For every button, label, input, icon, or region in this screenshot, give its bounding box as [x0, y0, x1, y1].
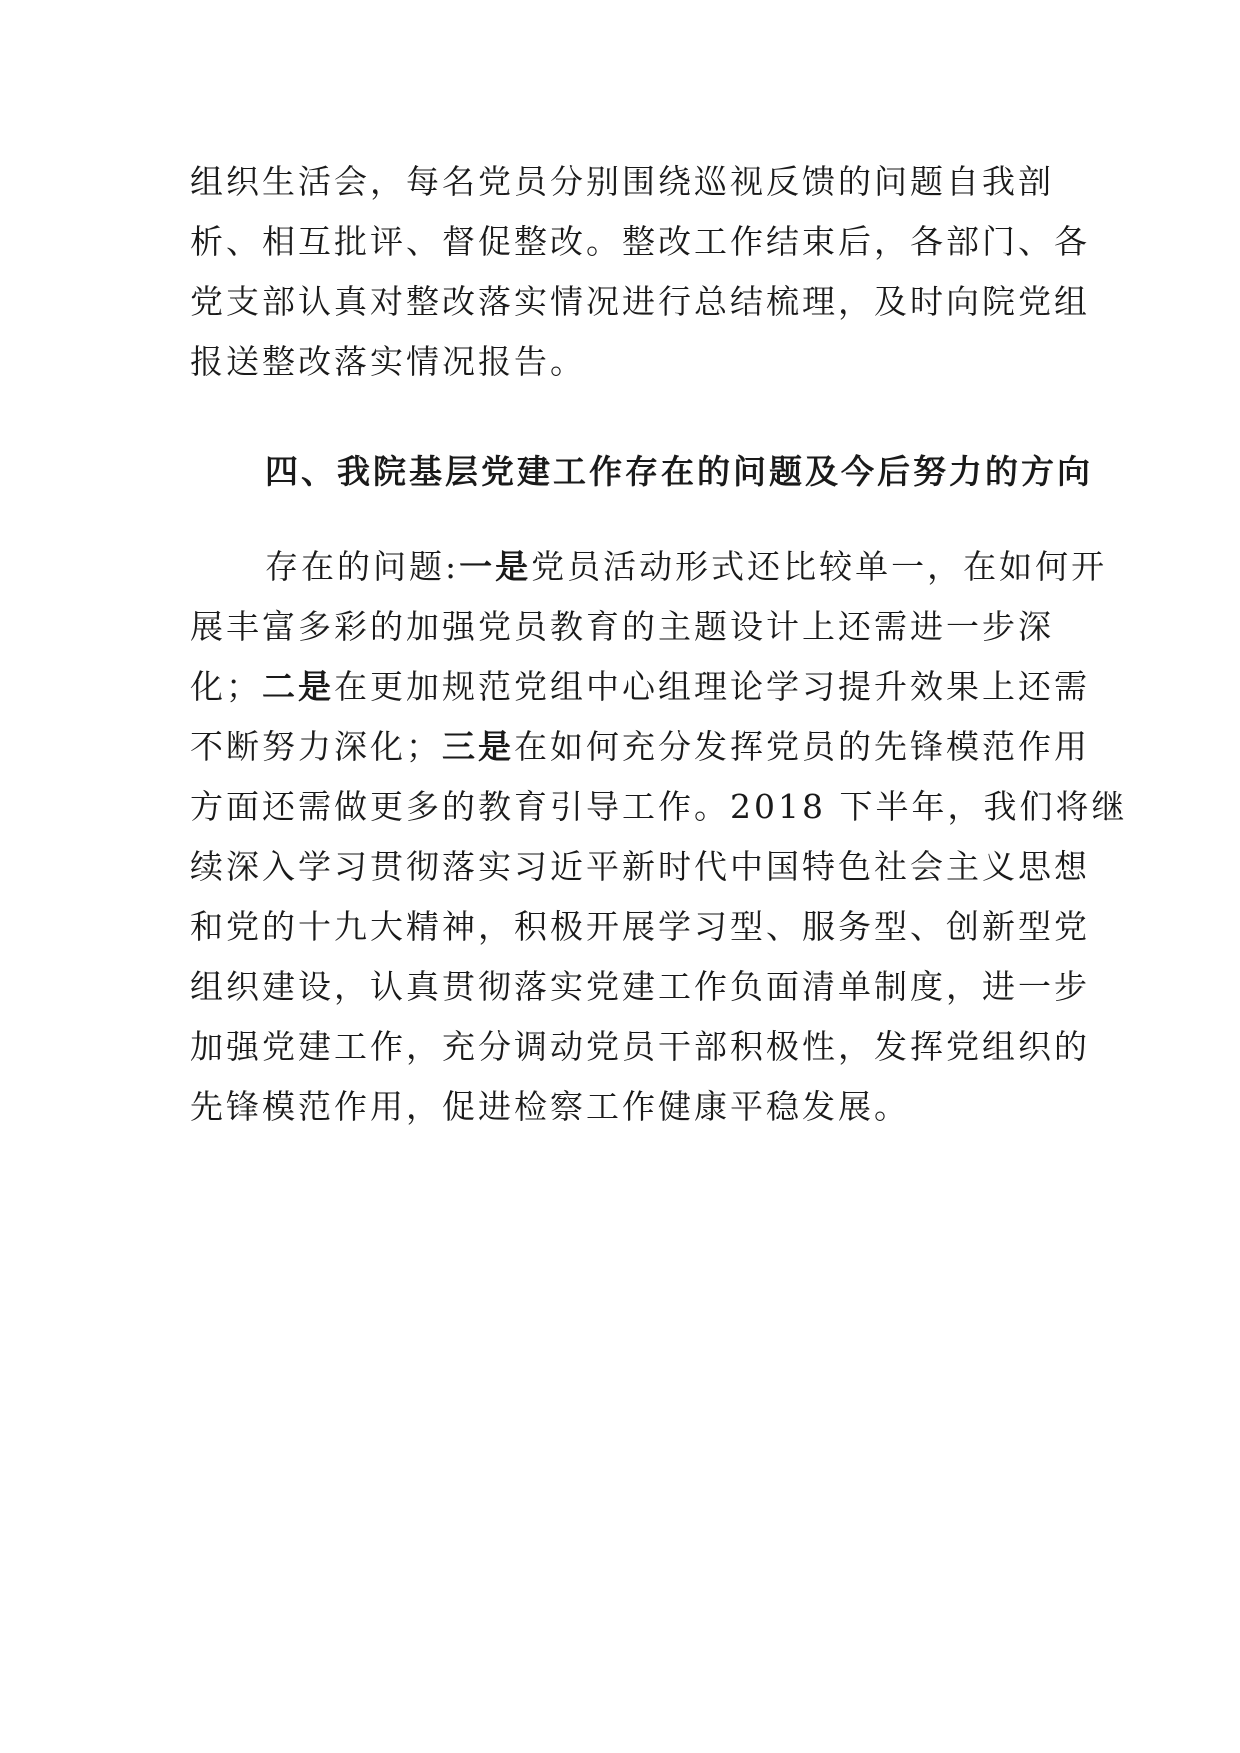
paragraph-line	[190, 717, 1090, 777]
paragraph-line: 党支部认真对整改落实情况进行总结梳理，及时向院党组	[190, 282, 1090, 321]
paragraph-line: 续深入学习贯彻落实习近平新时代中国特色社会主义思想	[190, 847, 1090, 886]
paragraph-line: 组织生活会，每名党员分别围绕巡视反馈的问题自我剖	[190, 162, 1054, 201]
paragraph-line: 组织建设，认真贯彻落实党建工作负面清单制度，进一步	[190, 967, 1090, 1006]
bold-marker-third: 三是	[442, 727, 514, 766]
paragraph-line: 和党的十九大精神，积极开展学习型、服务型、创新型党	[190, 907, 1090, 946]
paragraph-problems	[190, 537, 1128, 1137]
paragraph-line: 报送整改落实情况报告。	[190, 342, 586, 381]
paragraph-line: 加强党建工作，充分调动党员干部积极性，发挥党组织的	[190, 1027, 1090, 1066]
paragraph-line: 展丰富多彩的加强党员教育的主题设计上还需进一步深	[190, 607, 1054, 646]
bold-marker-second: 二是	[262, 667, 334, 706]
paragraph-line: 先锋模范作用，促进检察工作健康平稳发展。	[190, 1087, 910, 1126]
bold-marker-first: 一是	[459, 547, 532, 586]
paragraph-line	[190, 657, 1090, 717]
line-prefix: 化；	[190, 667, 262, 706]
paragraph-line	[190, 537, 1108, 597]
line-rest: 在更加规范党组中心组理论学习提升效果上还需	[334, 667, 1090, 706]
line-prefix: 存在的问题:	[265, 547, 460, 586]
line-prefix: 不断努力深化；	[190, 727, 442, 766]
paragraph-rectification	[190, 152, 1090, 392]
section-heading: 四、我院基层党建工作存在的问题及今后努力的方向	[265, 452, 1093, 491]
line-rest: 党员活动形式还比较单一，在如何开	[531, 547, 1108, 586]
line-rest: 在如何充分发挥党员的先锋模范作用	[514, 727, 1090, 766]
paragraph-line: 方面还需做更多的教育引导工作。2018 下半年，我们将继	[190, 787, 1128, 826]
paragraph-line: 析、相互批评、督促整改。整改工作结束后，各部门、各	[190, 222, 1090, 261]
